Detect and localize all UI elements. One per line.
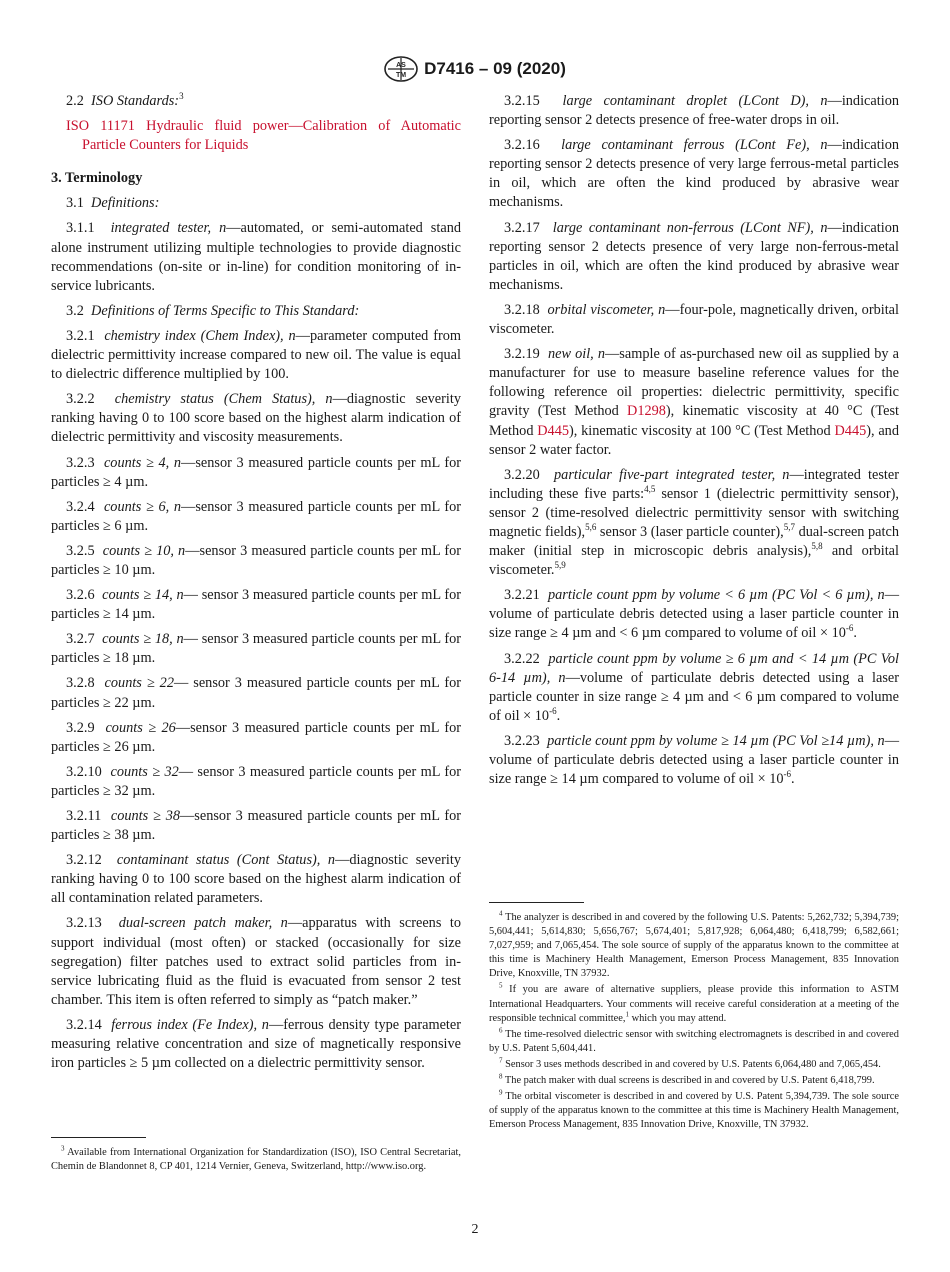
page-header — [0, 56, 950, 82]
definition-3-2-16: 3.2.16 large contaminant ferrous (LCont Fe), n—indication reporting sensor 2 detects presence of very large ferrous-metal particles in oil, which are often the kind produced by abrasive wear mechanisms. — [489, 137, 899, 211]
definition-3-2-8: 3.2.8 counts ≥ 22— sensor 3 measured particle counts per mL for particles ≥ 22 µm. — [51, 675, 461, 711]
definition-3-2-6: 3.2.6 counts ≥ 14, n— sensor 3 measured particle counts per mL for particles ≥ 14 µm. — [51, 587, 461, 623]
svg-text:AS: AS — [396, 62, 406, 69]
document-designation: D7416 – 09 (2020) — [424, 59, 566, 78]
footnote-divider — [51, 1137, 146, 1138]
d1298-link[interactable]: D1298 — [627, 403, 666, 420]
footnote-7: $^7$ Sensor 3 uses methods described in and covered by U.S. Patents 6,064,480 and 7,065,454. — [499, 1056, 881, 1070]
definition-3-2-20: 3.2.20 particular five-part integrated tester, n—integrated tester including these five parts:$^{4,5}$ sensor 1 (dielectric permittivity sensor), sensor 2 (time-resolved dielectric permittivity sensor with switching magnetic fields),$^{5,6}$ sensor 3 (laser particle counter),$^{5,7}$ dual-screen patch maker (initial step in microscopic debris analysis),$^{5,8}$ and orbital viscometer.$^{5,9}$ — [489, 466, 899, 579]
d445-link[interactable]: D445 — [834, 422, 867, 439]
definition-3-2-13: 3.2.13 dual-screen patch maker, n—apparatus with screens to support individual (most often) or stacked (occasionally for size segregation) filter patches used to extract solid particles from in-service lubricating fluid as the fluid is evacuated from sensor 2 test chamber. This item is often referred to simply as “patch maker.” — [51, 915, 461, 1008]
footnote-9: $^9$ The orbital viscometer is described in and covered by U.S. Patent 5,394,739. The sole source of supply of the apparatus known to the committee at this time is Machinery Health Management, Emerson Process Management, 835 Innovation Drive, Knoxville, TN 37932. — [489, 1088, 899, 1131]
definition-3-2-3: 3.2.3 counts ≥ 4, n—sensor 3 measured particle counts per mL for particles ≥ 4 µm. — [51, 454, 461, 490]
footnote-4: $^4$ The analyzer is described in and covered by the following U.S. Patents: 5,262,732; 5,394,739; 5,604,441; 5,614,830; 5,656,767; 5,674,401; 5,817,928; 6,064,480; 6,418,799; 6,582,661; 7,027,959; and 7,065,454. The sole source of supply of the apparatus known to the committee at this time is Machinery Health Management, Emerson Process Management, 835 Innovation Drive, Knoxville, TN 37932. — [489, 909, 899, 980]
definition-3-2-15: 3.2.15 large contaminant droplet (LCont D), n—indication reporting sensor 2 detects presence of free-water drops in oil. — [489, 93, 899, 129]
definition-3-2-9: 3.2.9 counts ≥ 26—sensor 3 measured particle counts per mL for particles ≥ 26 µm. — [51, 719, 461, 755]
footnote-3: $^3$ Available from International Organization for Standardization (ISO), ISO Central Secretariat, Chemin de Blandonnet 8, CP 401, 1214 Vernier, Geneva, Switzerland, http://www.iso.org. — [51, 1144, 462, 1173]
definition-3-2-10: 3.2.10 counts ≥ 32— sensor 3 measured particle counts per mL for particles ≥ 32 µm. — [51, 763, 461, 799]
astm-logo-icon — [384, 56, 418, 82]
definition-3-2-12: 3.2.12 contaminant status (Cont Status), n—diagnostic severity ranking having 0 to 100 score based on the highest alarm indication of all contamination related parameters. — [51, 852, 461, 907]
section-2-2: 2.2 ISO Standards:$^3$ — [66, 91, 184, 109]
left-column — [51, 92, 461, 1079]
definition-3-2-22: 3.2.22 particle count ppm by volume ≥ 6 µm and < 14 µm (PC Vol 6-14 µm), n—volume of particulate debris detected using a laser particle counter in size range ≥ 4 µm and < 6 µm compared to volume of oil × $10^{-6}$. — [489, 650, 899, 724]
right-column — [489, 92, 899, 795]
section-3-2: 3.2 Definitions of Terms Specific to This Standard: — [66, 302, 360, 319]
footnote-8: $^8$ The patch maker with dual screens is described in and covered by U.S. Patent 6,418,799. — [499, 1072, 875, 1087]
section-3-1: 3.1 Definitions: — [66, 195, 160, 212]
definition-3-2-4: 3.2.4 counts ≥ 6, n—sensor 3 measured particle counts per mL for particles ≥ 6 µm. — [51, 498, 461, 534]
definition-3-2-17: 3.2.17 large contaminant non-ferrous (LCont NF), n—indication reporting sensor 2 detects presence of very large non-ferrous-metal particles in oil, which are often the kind produced by abrasive wear mechanisms. — [489, 219, 899, 293]
definition-3-2-21: 3.2.21 particle count ppm by volume < 6 µm (PC Vol < 6 µm), n—volume of particulate debris detected using a laser particle counter in size range ≥ 4 µm and < 6 µm compared to volume of oil × $10^{-6}$. — [489, 587, 899, 642]
footnote-5: $^5$ If you are aware of alternative suppliers, please provide this information to ASTM International Headquarters. Your comments will receive careful consideration at a meeting of the responsible technical committee,$^1$ which you may attend. — [489, 982, 899, 1024]
page-number: 2 — [471, 1222, 479, 1237]
right-footnotes — [489, 902, 899, 1134]
definition-3-2-14: 3.2.14 ferrous index (Fe Index), n—ferrous density type parameter measuring relative concentration and size of magnetically responsive iron particles ≥ 5 µm collected on a dielectric permittivity sensor. — [51, 1016, 461, 1072]
definition-3-2-1: 3.2.1 chemistry index (Chem Index), n—parameter computed from dielectric permittivity increase compared to new oil. The value is equal to dielectric difference multiplied by 100. — [51, 327, 461, 383]
svg-text:TM: TM — [396, 72, 407, 79]
definition-3-2-23: 3.2.23 particle count ppm by volume ≥ 14 µm (PC Vol ≥14 µm), n—volume of particulate debris detected using a laser particle counter in size range ≥ 14 µm compared to volume of oil × $10^{-6}$. — [489, 732, 899, 788]
definition-3-2-5: 3.2.5 counts ≥ 10, n—sensor 3 measured particle counts per mL for particles ≥ 10 µm. — [51, 542, 461, 578]
definition-3-2-18: 3.2.18 orbital viscometer, n—four-pole, magnetically driven, orbital viscometer. — [489, 301, 899, 338]
iso-11171-link[interactable]: ISO 11171 — [66, 118, 135, 135]
definition-3-2-11: 3.2.11 counts ≥ 38—sensor 3 measured particle counts per mL for particles ≥ 38 µm. — [51, 808, 461, 844]
definition-3-1-1: 3.1.1 integrated tester, n—automated, or semi-automated stand alone instrument utilizing multiple technologies to provide diagnostic recommendations (on-site or in-line) for condition monitoring of in-service lubricants. — [51, 220, 461, 294]
iso-11171-reference: ISO 11171 Hydraulic fluid power—Calibration of Automatic Particle Counters for Liquids — [66, 118, 461, 154]
definition-3-2-19: 3.2.19 new oil, n—sample of as-purchased new oil as supplied by a manufacturer for use to measure baseline reference values for the following reference oil properties: dielectric permittivity, specific gravity (Test Method D1298), kinematic viscosity at 40 °C (Test Method D445), kinematic viscosity at 100 °C (Test Method D445), and sensor 2 water factor. — [489, 346, 899, 458]
definition-3-2-2: 3.2.2 chemistry status (Chem Status), n—diagnostic severity ranking having 0 to 100 score based on the highest alarm indication of dielectric permittivity and viscosity measurements. — [51, 391, 461, 446]
definition-3-2-7: 3.2.7 counts ≥ 18, n— sensor 3 measured particle counts per mL for particles ≥ 18 µm. — [51, 631, 461, 667]
footnote-6: $^6$ The time-resolved dielectric sensor with switching electromagnets is described in and covered by U.S. Patent 5,604,441. — [489, 1026, 899, 1054]
d445-link[interactable]: D445 — [537, 422, 570, 439]
section-3-heading: 3. Terminology — [51, 170, 143, 187]
footnote-divider — [489, 902, 584, 903]
left-footnotes — [51, 1137, 461, 1176]
